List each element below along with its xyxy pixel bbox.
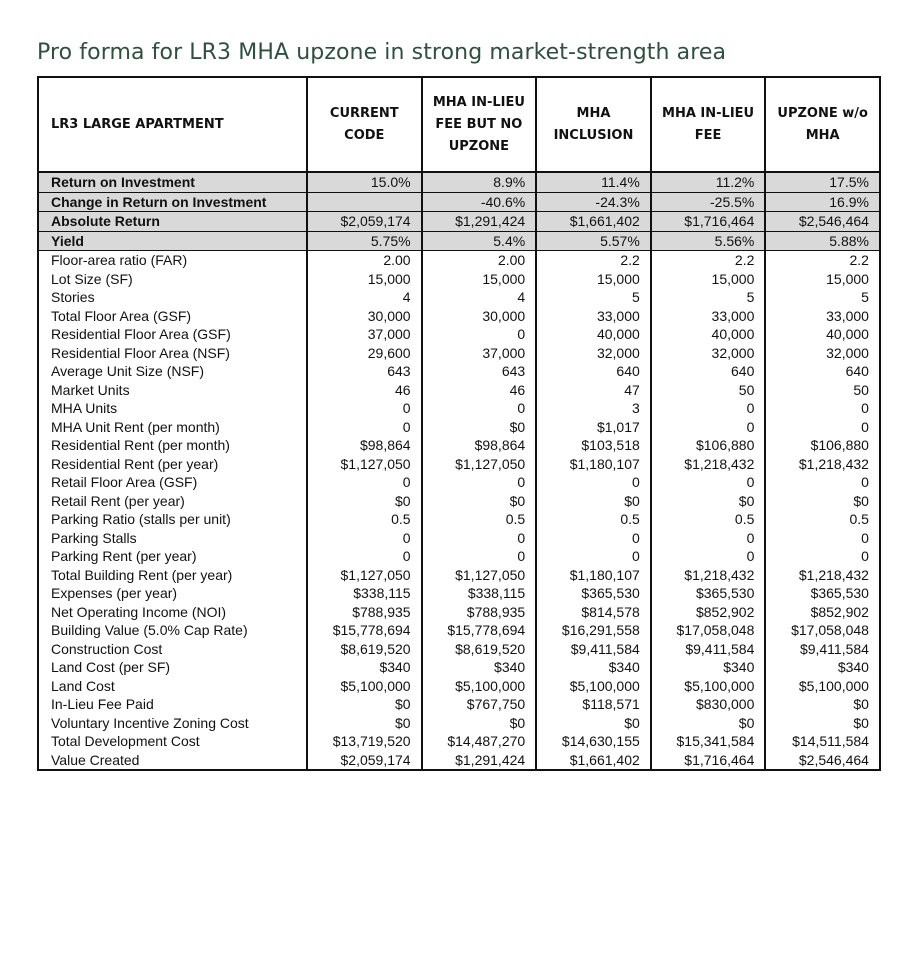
table-cell: $2,059,174 — [307, 212, 422, 232]
table-cell: 4 — [422, 288, 537, 307]
table-cell: 0 — [307, 529, 422, 548]
table-row — [38, 473, 880, 492]
table-cell: 0.5 — [307, 510, 422, 529]
table-cell: $1,291,424 — [422, 212, 537, 232]
table-row — [38, 270, 880, 289]
table-cell: $0 — [651, 714, 766, 733]
table-cell: 29,600 — [307, 344, 422, 363]
table-row — [38, 251, 880, 270]
table-cell: 32,000 — [536, 344, 651, 363]
table-cell: 0 — [765, 529, 880, 548]
table-cell: 40,000 — [765, 325, 880, 344]
table-cell: $365,530 — [651, 584, 766, 603]
table-cell: 0 — [651, 399, 766, 418]
table-cell: $1,661,402 — [536, 212, 651, 232]
table-cell: $15,341,584 — [651, 732, 766, 751]
table-row — [38, 566, 880, 585]
table-cell: 0 — [765, 399, 880, 418]
table-row — [38, 640, 880, 659]
table-cell: 0 — [422, 325, 537, 344]
table-cell: $14,630,155 — [536, 732, 651, 751]
table-cell: 5.88% — [765, 231, 880, 251]
row-label: MHA Units — [38, 399, 307, 418]
table-cell: 46 — [422, 381, 537, 400]
table-cell: 11.4% — [536, 172, 651, 192]
table-cell: $1,218,432 — [765, 455, 880, 474]
table-cell: 0 — [765, 547, 880, 566]
table-cell: 3 — [536, 399, 651, 418]
table-cell: 5.56% — [651, 231, 766, 251]
table-row — [38, 547, 880, 566]
table-cell: 0 — [651, 473, 766, 492]
column-header: MHA IN-LIEU FEE BUT NO UPZONE — [422, 77, 537, 172]
table-row — [38, 492, 880, 511]
table-cell: 5 — [765, 288, 880, 307]
table-cell: 40,000 — [651, 325, 766, 344]
row-label: Residential Rent (per year) — [38, 455, 307, 474]
header-label: LR3 LARGE APARTMENT — [38, 77, 307, 172]
table-cell: 0 — [536, 473, 651, 492]
table-cell: $16,291,558 — [536, 621, 651, 640]
table-cell: $0 — [307, 492, 422, 511]
row-label: Parking Rent (per year) — [38, 547, 307, 566]
table-cell: $852,902 — [765, 603, 880, 622]
table-cell: $788,935 — [307, 603, 422, 622]
table-header-row — [38, 77, 880, 172]
table-cell — [307, 192, 422, 212]
row-label: Construction Cost — [38, 640, 307, 659]
table-cell: 5 — [651, 288, 766, 307]
table-cell: 37,000 — [307, 325, 422, 344]
table-row — [38, 751, 880, 771]
row-label: Change in Return on Investment — [38, 192, 307, 212]
table-cell: 0 — [307, 418, 422, 437]
table-cell: $365,530 — [765, 584, 880, 603]
row-label: Total Development Cost — [38, 732, 307, 751]
table-cell: $9,411,584 — [651, 640, 766, 659]
table-row — [38, 529, 880, 548]
table-cell: $1,716,464 — [651, 751, 766, 771]
table-cell: 0 — [422, 529, 537, 548]
table-cell: 5.75% — [307, 231, 422, 251]
row-label: Residential Rent (per month) — [38, 436, 307, 455]
table-cell: $106,880 — [765, 436, 880, 455]
table-cell: 5 — [536, 288, 651, 307]
table-cell: 0 — [307, 399, 422, 418]
row-label: Land Cost (per SF) — [38, 658, 307, 677]
table-cell: 0 — [536, 547, 651, 566]
table-cell: $1,180,107 — [536, 566, 651, 585]
table-cell: $830,000 — [651, 695, 766, 714]
table-cell: $340 — [651, 658, 766, 677]
table-cell: $98,864 — [307, 436, 422, 455]
table-cell: $0 — [422, 714, 537, 733]
table-cell: $2,059,174 — [307, 751, 422, 771]
table-cell: $0 — [307, 714, 422, 733]
table-cell: $0 — [307, 695, 422, 714]
table-cell: -40.6% — [422, 192, 537, 212]
table-cell: 15,000 — [422, 270, 537, 289]
row-label: Average Unit Size (NSF) — [38, 362, 307, 381]
table-cell: 0.5 — [422, 510, 537, 529]
table-cell: 8.9% — [422, 172, 537, 192]
table-cell: $13,719,520 — [307, 732, 422, 751]
table-cell: $340 — [536, 658, 651, 677]
row-label: Market Units — [38, 381, 307, 400]
table-cell: 32,000 — [651, 344, 766, 363]
table-row — [38, 695, 880, 714]
table-row — [38, 344, 880, 363]
table-cell: 33,000 — [536, 307, 651, 326]
table-cell: $1,291,424 — [422, 751, 537, 771]
table-cell: $1,218,432 — [651, 455, 766, 474]
table-cell: 2.2 — [651, 251, 766, 270]
table-row — [38, 231, 880, 251]
row-label: Residential Floor Area (GSF) — [38, 325, 307, 344]
table-row — [38, 603, 880, 622]
table-cell: 643 — [422, 362, 537, 381]
column-header: CURRENT CODE — [307, 77, 422, 172]
table-cell: 50 — [651, 381, 766, 400]
table-cell: $15,778,694 — [422, 621, 537, 640]
table-body — [38, 172, 880, 770]
table-cell: 30,000 — [422, 307, 537, 326]
table-row — [38, 455, 880, 474]
table-cell: $0 — [536, 492, 651, 511]
table-cell: $9,411,584 — [536, 640, 651, 659]
table-cell: 0 — [765, 473, 880, 492]
table-cell: $106,880 — [651, 436, 766, 455]
table-cell: 46 — [307, 381, 422, 400]
table-cell: 0 — [422, 547, 537, 566]
row-label: Land Cost — [38, 677, 307, 696]
table-cell: 0 — [307, 547, 422, 566]
table-row — [38, 732, 880, 751]
table-cell: 0 — [536, 529, 651, 548]
table-cell: 2.2 — [536, 251, 651, 270]
table-cell: 33,000 — [765, 307, 880, 326]
row-label: Yield — [38, 231, 307, 251]
table-cell: $1,127,050 — [307, 566, 422, 585]
table-cell: $1,661,402 — [536, 751, 651, 771]
table-cell: 643 — [307, 362, 422, 381]
table-cell: $1,127,050 — [422, 455, 537, 474]
table-cell: $0 — [651, 492, 766, 511]
table-cell: $8,619,520 — [307, 640, 422, 659]
table-cell: $118,571 — [536, 695, 651, 714]
table-cell: 640 — [536, 362, 651, 381]
table-cell: $5,100,000 — [307, 677, 422, 696]
table-cell: $1,127,050 — [422, 566, 537, 585]
table-cell: 40,000 — [536, 325, 651, 344]
table-cell: 17.5% — [765, 172, 880, 192]
table-cell: $1,716,464 — [651, 212, 766, 232]
table-cell: $0 — [765, 492, 880, 511]
table-cell: $15,778,694 — [307, 621, 422, 640]
table-cell: 15.0% — [307, 172, 422, 192]
table-cell: $338,115 — [307, 584, 422, 603]
table-cell: $767,750 — [422, 695, 537, 714]
table-cell: $340 — [765, 658, 880, 677]
row-label: Lot Size (SF) — [38, 270, 307, 289]
row-label: Value Created — [38, 751, 307, 771]
pro-forma-table — [37, 76, 881, 771]
table-cell: $14,487,270 — [422, 732, 537, 751]
row-label: In-Lieu Fee Paid — [38, 695, 307, 714]
row-label: Retail Floor Area (GSF) — [38, 473, 307, 492]
table-cell: 15,000 — [651, 270, 766, 289]
row-label: Stories — [38, 288, 307, 307]
row-label: Parking Stalls — [38, 529, 307, 548]
table-cell: 5.4% — [422, 231, 537, 251]
table-row — [38, 436, 880, 455]
row-label: Residential Floor Area (NSF) — [38, 344, 307, 363]
table-cell: $338,115 — [422, 584, 537, 603]
table-cell: 0.5 — [536, 510, 651, 529]
table-row — [38, 381, 880, 400]
row-label: Net Operating Income (NOI) — [38, 603, 307, 622]
table-cell: $8,619,520 — [422, 640, 537, 659]
row-label: Return on Investment — [38, 172, 307, 192]
table-cell: 30,000 — [307, 307, 422, 326]
table-cell: 15,000 — [307, 270, 422, 289]
table-cell: $5,100,000 — [651, 677, 766, 696]
table-cell: 2.2 — [765, 251, 880, 270]
table-cell: $5,100,000 — [422, 677, 537, 696]
table-cell: $17,058,048 — [651, 621, 766, 640]
table-cell: $5,100,000 — [536, 677, 651, 696]
table-cell: 2.00 — [307, 251, 422, 270]
table-cell: 37,000 — [422, 344, 537, 363]
table-cell: 0 — [651, 418, 766, 437]
row-label: Building Value (5.0% Cap Rate) — [38, 621, 307, 640]
table-cell: 0 — [422, 473, 537, 492]
row-label: Retail Rent (per year) — [38, 492, 307, 511]
table-cell: 11.2% — [651, 172, 766, 192]
row-label: Expenses (per year) — [38, 584, 307, 603]
table-cell: 47 — [536, 381, 651, 400]
table-row — [38, 714, 880, 733]
table-cell: 4 — [307, 288, 422, 307]
table-cell: -25.5% — [651, 192, 766, 212]
table-cell: $0 — [422, 418, 537, 437]
table-row — [38, 172, 880, 192]
row-label: Total Floor Area (GSF) — [38, 307, 307, 326]
table-row — [38, 399, 880, 418]
table-cell: 33,000 — [651, 307, 766, 326]
table-cell: $0 — [765, 695, 880, 714]
table-cell: $0 — [422, 492, 537, 511]
table-cell: $9,411,584 — [765, 640, 880, 659]
row-label: Parking Ratio (stalls per unit) — [38, 510, 307, 529]
table-row — [38, 192, 880, 212]
table-cell: 32,000 — [765, 344, 880, 363]
table-cell: $2,546,464 — [765, 212, 880, 232]
table-cell: $0 — [765, 714, 880, 733]
table-cell: -24.3% — [536, 192, 651, 212]
table-row — [38, 584, 880, 603]
table-cell: $340 — [307, 658, 422, 677]
table-cell: $1,218,432 — [765, 566, 880, 585]
row-label: Voluntary Incentive Zoning Cost — [38, 714, 307, 733]
row-label: Floor-area ratio (FAR) — [38, 251, 307, 270]
table-cell: 640 — [765, 362, 880, 381]
table-cell: 16.9% — [765, 192, 880, 212]
table-cell: $17,058,048 — [765, 621, 880, 640]
table-cell: $365,530 — [536, 584, 651, 603]
table-cell: 0 — [651, 529, 766, 548]
table-cell: 0.5 — [651, 510, 766, 529]
table-row — [38, 307, 880, 326]
table-cell: 50 — [765, 381, 880, 400]
table-cell: $98,864 — [422, 436, 537, 455]
table-row — [38, 621, 880, 640]
table-cell: $1,180,107 — [536, 455, 651, 474]
table-cell: $1,017 — [536, 418, 651, 437]
table-row — [38, 658, 880, 677]
table-row — [38, 677, 880, 696]
column-header: MHA IN-LIEU FEE — [651, 77, 766, 172]
table-cell: 0 — [651, 547, 766, 566]
table-row — [38, 510, 880, 529]
page-title: Pro forma for LR3 MHA upzone in strong market-strength area — [37, 40, 727, 65]
table-cell: $2,546,464 — [765, 751, 880, 771]
table-cell: $788,935 — [422, 603, 537, 622]
table-cell: 5.57% — [536, 231, 651, 251]
table-row — [38, 418, 880, 437]
table-cell: 640 — [651, 362, 766, 381]
table-cell: $852,902 — [651, 603, 766, 622]
table-cell: $1,218,432 — [651, 566, 766, 585]
table-cell: 15,000 — [536, 270, 651, 289]
table-cell: $0 — [536, 714, 651, 733]
table-cell: 2.00 — [422, 251, 537, 270]
table-cell: 0 — [422, 399, 537, 418]
table-cell: $340 — [422, 658, 537, 677]
table-cell: $1,127,050 — [307, 455, 422, 474]
table-cell: 0 — [765, 418, 880, 437]
column-header: MHA INCLUSION — [536, 77, 651, 172]
table-cell: $5,100,000 — [765, 677, 880, 696]
table-row — [38, 362, 880, 381]
table-cell: 0.5 — [765, 510, 880, 529]
table-cell: $103,518 — [536, 436, 651, 455]
table-cell: 15,000 — [765, 270, 880, 289]
table-cell: $14,511,584 — [765, 732, 880, 751]
row-label: Absolute Return — [38, 212, 307, 232]
row-label: Total Building Rent (per year) — [38, 566, 307, 585]
table-row — [38, 212, 880, 232]
table-cell: $814,578 — [536, 603, 651, 622]
column-header: UPZONE w/o MHA — [765, 77, 880, 172]
table-cell: 0 — [307, 473, 422, 492]
table-row — [38, 325, 880, 344]
table-row — [38, 288, 880, 307]
row-label: MHA Unit Rent (per month) — [38, 418, 307, 437]
